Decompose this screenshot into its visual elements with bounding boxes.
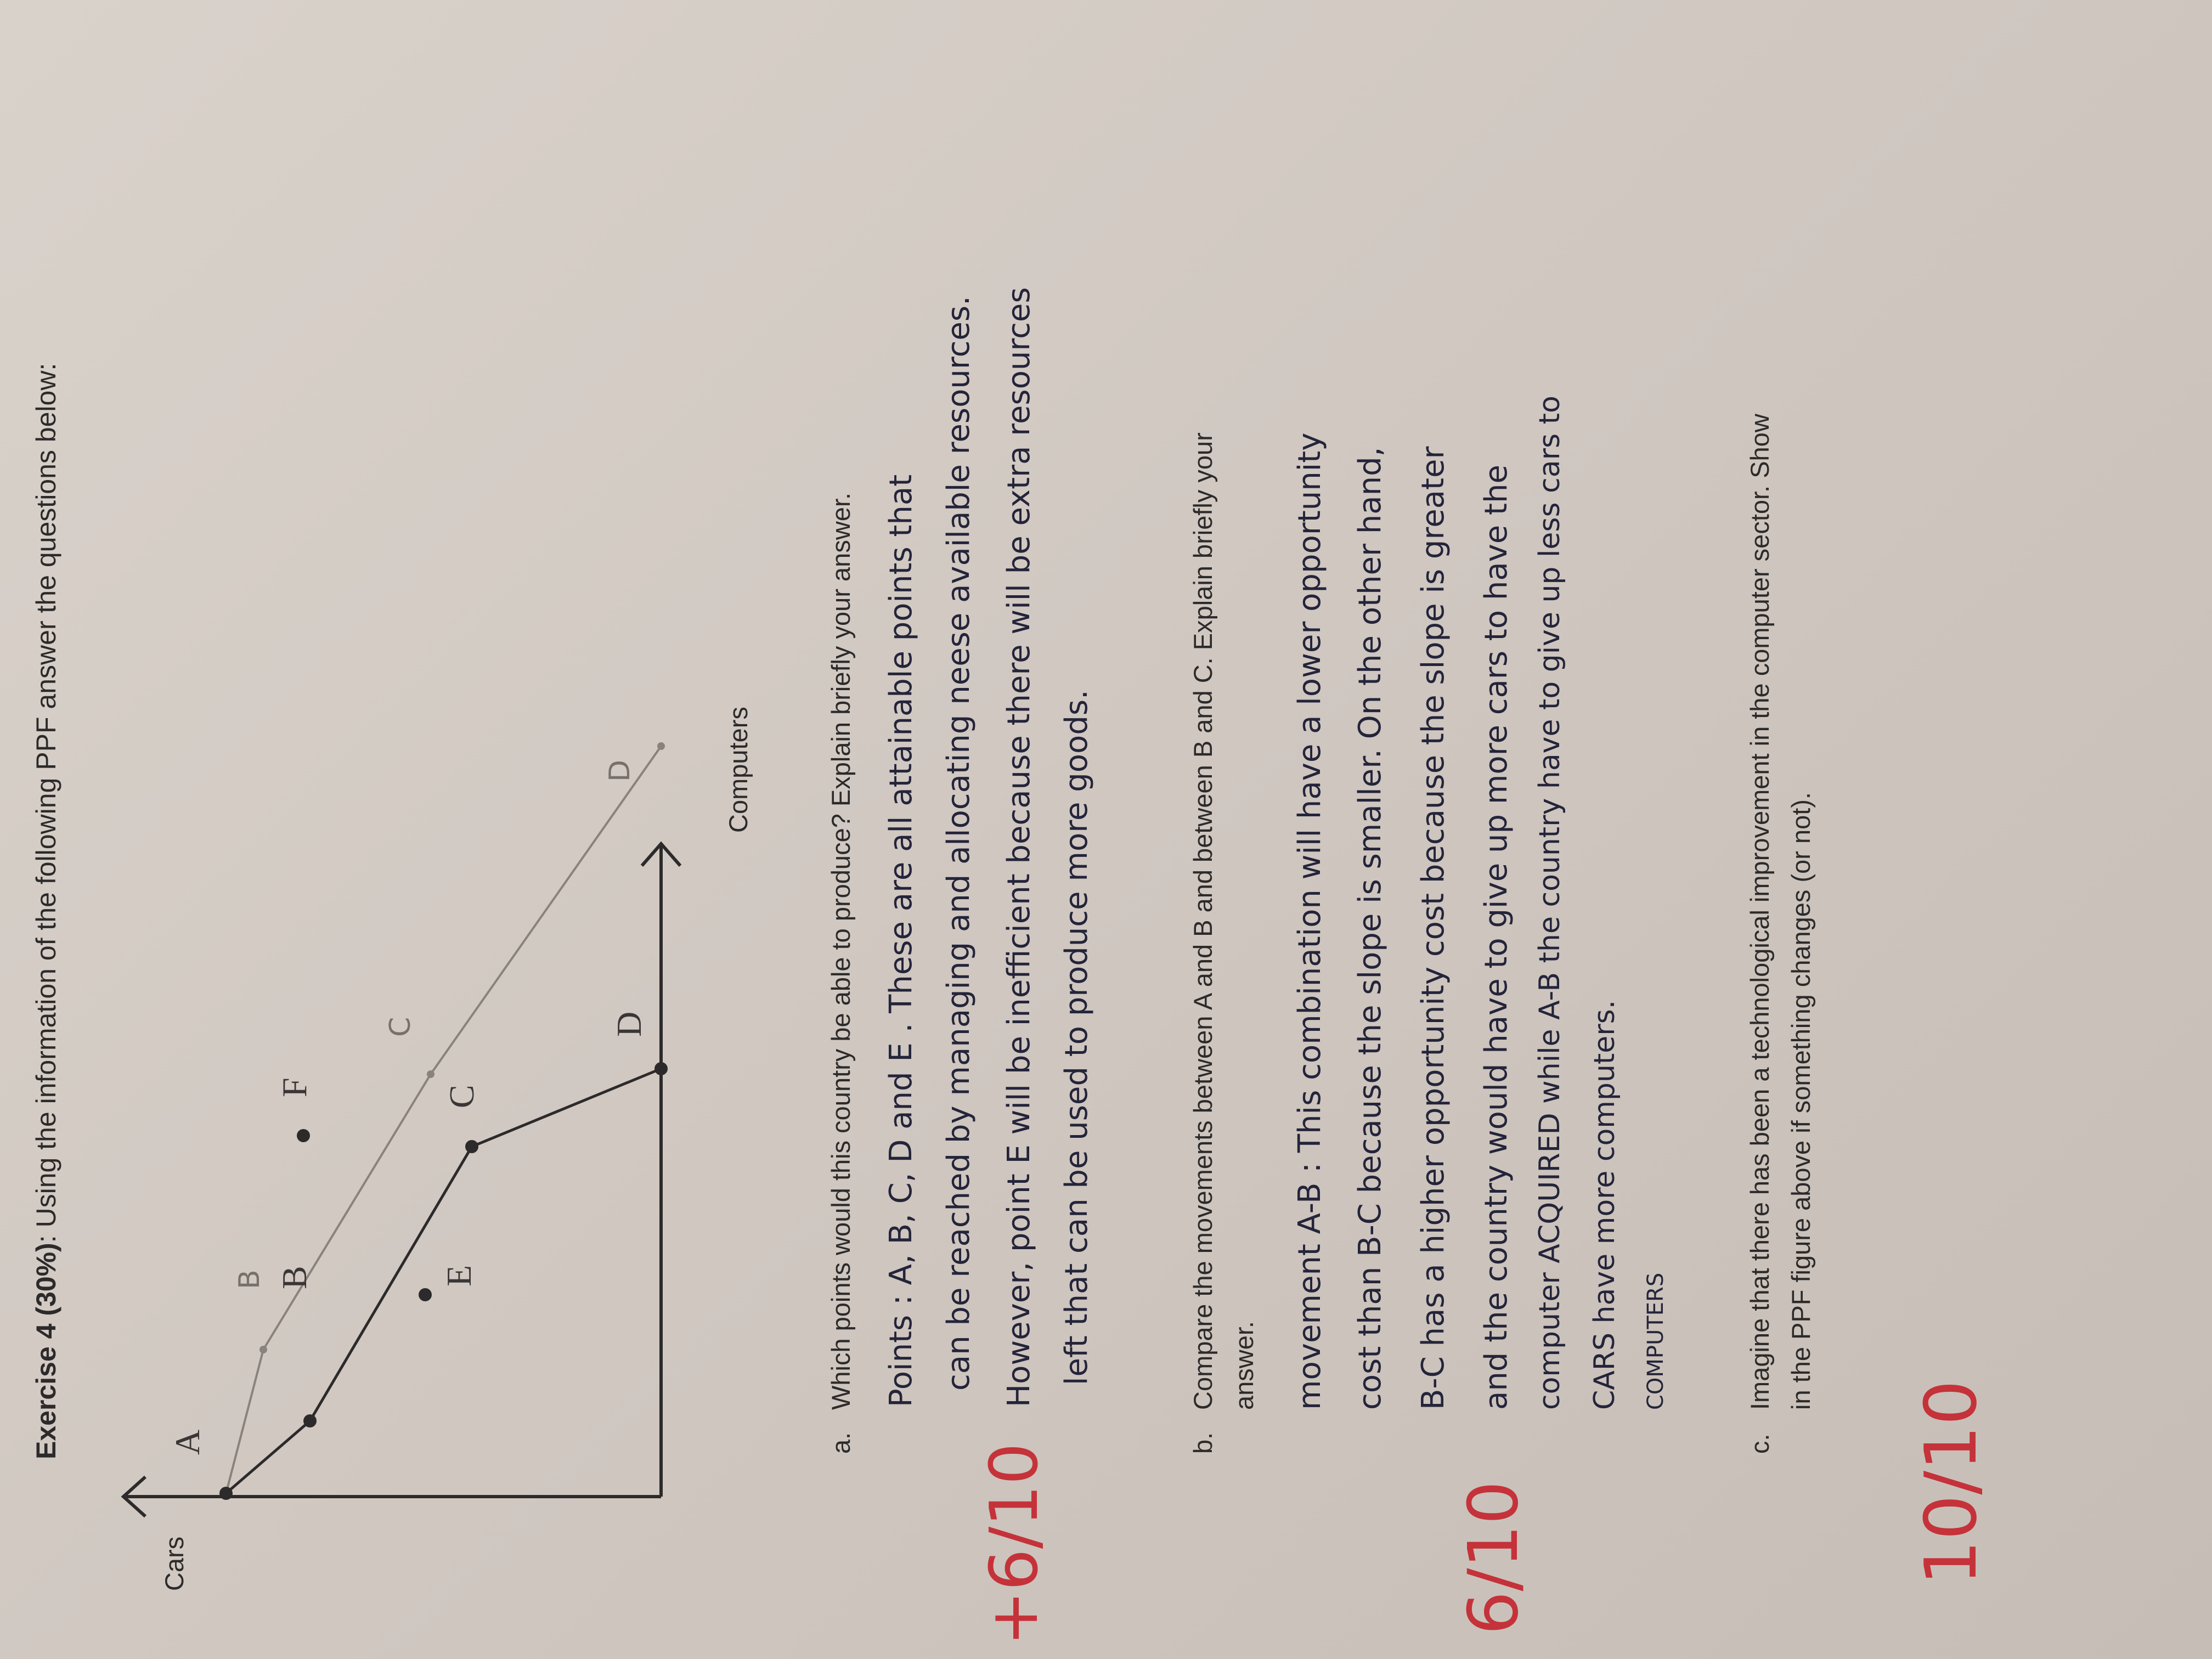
point-e-label: E xyxy=(439,1265,478,1286)
answer-b-line-3: B-C has a higher opportunity cost because the slope is greater xyxy=(1415,446,1451,1410)
pencil-c-label: C xyxy=(384,1017,417,1037)
point-c-label: C xyxy=(442,1085,481,1108)
pencil-d-label: D xyxy=(603,759,636,782)
answer-b-line-5: computer ACQUIRED while A-B the country have to give up less cars to xyxy=(1533,396,1566,1410)
pencil-d-dot xyxy=(657,742,665,750)
point-c-dot xyxy=(465,1140,478,1153)
point-f-dot xyxy=(297,1129,310,1142)
question-b-prompt-line-2: answer. xyxy=(1229,1321,1259,1410)
pencil-b-dot xyxy=(259,1346,267,1353)
grade-a: +6/10 xyxy=(977,1442,1053,1646)
answer-b-line-4: and the country would have to give up more cars to have the xyxy=(1479,465,1514,1410)
answer-b-line-2: cost than B-C because the slope is smaller. On the other hand, xyxy=(1352,447,1388,1410)
grade-b: 6/10 xyxy=(1454,1481,1533,1635)
answer-b-line-1: movement A-B : This combination will have a lower opportunity xyxy=(1292,432,1328,1410)
answer-b-line-6: CARS have more computers. xyxy=(1588,1000,1621,1410)
point-d-dot xyxy=(654,1062,668,1075)
question-b-letter: b. xyxy=(1188,1432,1217,1454)
final-grade: 10/10 xyxy=(1909,1380,1993,1585)
question-a-prompt: Which points would this country be able to produce? Explain briefly your answer. xyxy=(826,492,855,1410)
point-e-dot xyxy=(419,1288,432,1301)
point-d-label: D xyxy=(610,1011,648,1037)
exercise-title-rest: : Using the information of the following PPF answer the questions below: xyxy=(31,363,61,1243)
answer-a-line-4: left that can be used to produce more goods. xyxy=(1059,690,1094,1385)
question-c-letter: c. xyxy=(1745,1434,1774,1454)
question-c-prompt-line-1: Imagine that there has been a technological improvement in the computer sector. Show xyxy=(1745,414,1774,1410)
question-b-prompt-line-1: Compare the movements between A and B and between B and C. Explain briefly your xyxy=(1188,432,1217,1410)
answer-b-line-7: COMPUTERS xyxy=(1643,1272,1668,1410)
question-c-prompt-line-2: in the PPF figure above if something changes (or not). xyxy=(1786,792,1815,1410)
point-a-dot xyxy=(219,1487,233,1500)
y-axis-label: Cars xyxy=(160,1536,189,1591)
answer-a-line-1: Points : A, B, C, D and E . These are all attainable points that xyxy=(883,474,919,1407)
answer-a-line-2: can be reached by managing and allocating neese available resources. xyxy=(941,296,977,1391)
point-b-label: B xyxy=(275,1266,314,1289)
answer-a-line-3: However, point E will be inefficient because there will be extra resources xyxy=(1001,287,1037,1407)
pencil-b-label: B xyxy=(233,1269,266,1289)
point-b-dot xyxy=(303,1414,317,1427)
new-ppf-pencil-curve xyxy=(226,746,661,1493)
exercise-title-bold: Exercise 4 (30%) xyxy=(31,1243,61,1459)
question-a-letter: a. xyxy=(826,1432,855,1454)
point-a-label: A xyxy=(168,1429,207,1455)
point-f-label: F xyxy=(275,1077,314,1097)
pencil-c-dot xyxy=(427,1070,435,1078)
x-axis-label: Computers xyxy=(724,707,753,833)
